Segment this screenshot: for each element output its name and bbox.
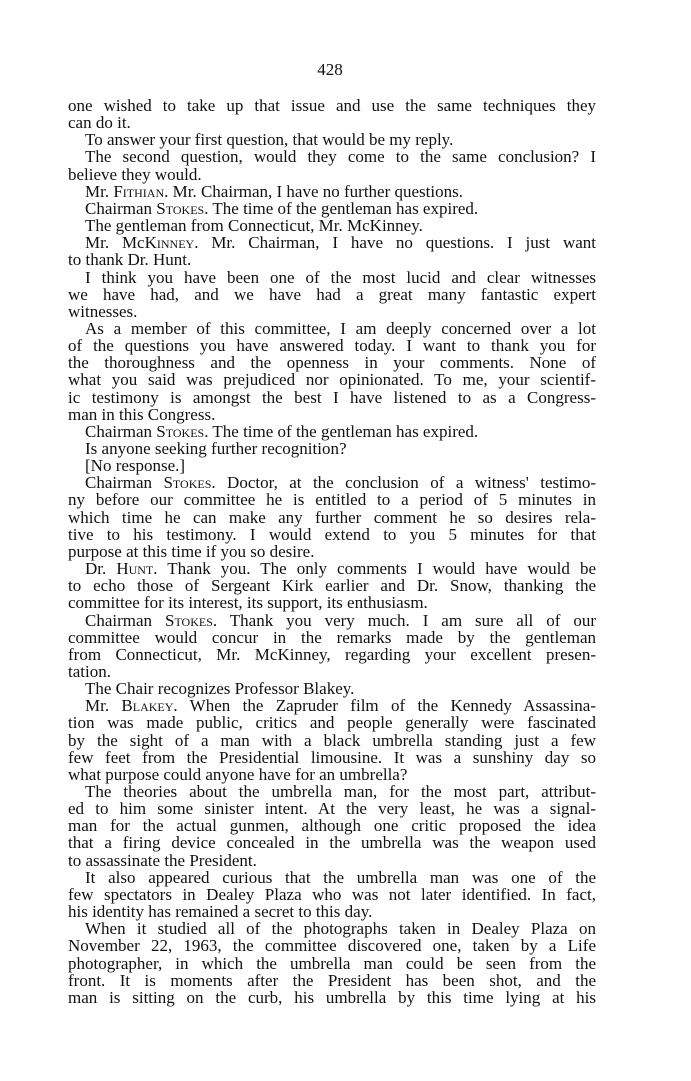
speaker-title: Chairman xyxy=(85,473,164,493)
text-line xyxy=(68,389,596,406)
text-line xyxy=(68,354,596,371)
line-text: committee for its interest, its support, its enthusiasm. xyxy=(68,593,428,613)
speaker-title: Mr. xyxy=(85,181,114,201)
text-line xyxy=(68,148,596,165)
text-line xyxy=(68,869,596,886)
speaker-title: Chairman xyxy=(85,421,157,441)
text-line xyxy=(68,371,596,388)
line-text: . Doctor, at the conclusion of a witness' testimo- xyxy=(211,473,596,493)
text-line xyxy=(68,783,596,800)
text-line xyxy=(68,714,596,731)
line-text: ic testimony is amongst the best I have listened to as a Congress- xyxy=(68,387,596,407)
text-line xyxy=(68,680,596,697)
line-text: can do it. xyxy=(68,113,131,133)
line-text: to assassinate the President. xyxy=(68,850,257,870)
speaker-title: Chairman xyxy=(85,198,157,218)
text-line xyxy=(68,97,596,114)
line-text: what purpose could anyone have for an umbrella? xyxy=(68,764,408,784)
line-text: ny before our committee he is entitled to a period of 5 minutes in xyxy=(68,490,596,510)
line-text: front. It is moments after the President has been shot, and the xyxy=(68,970,596,990)
text-line xyxy=(68,629,596,646)
speaker-title: Dr. xyxy=(85,559,117,579)
speaker-name: Stokes xyxy=(156,421,205,441)
line-text: To answer your first question, that would be my reply. xyxy=(85,130,454,150)
line-text: The second question, would they come to the same conclusion? I xyxy=(85,147,596,167)
line-text: which time he can make any further comment he so desires rela- xyxy=(68,507,596,527)
speaker-name: Stokes xyxy=(163,473,212,493)
text-line xyxy=(68,320,596,337)
speaker-title: Chairman xyxy=(85,610,165,630)
line-text: . Mr. Chairman, I have no questions. I just want xyxy=(194,233,597,253)
text-line xyxy=(68,663,596,680)
line-text: . Mr. Chairman, I have no further questions. xyxy=(164,181,463,201)
line-text: The Chair recognizes Professor Blakey. xyxy=(85,679,355,699)
text-line xyxy=(68,937,596,954)
line-text: to thank Dr. Hunt. xyxy=(68,250,192,270)
speaker-title: Mr. Mc xyxy=(85,233,145,253)
line-text: few feet from the Presidential limousine. It was a sunshiny day so xyxy=(68,747,596,767)
text-line xyxy=(68,817,596,834)
text-line xyxy=(68,646,596,663)
line-text: . Thank you very much. I am sure all of our xyxy=(212,610,596,630)
line-text: photographer, in which the umbrella man could be seen from the xyxy=(68,953,596,973)
text-line xyxy=(68,852,596,869)
line-text: It also appeared curious that the umbrella man was one of the xyxy=(85,867,596,887)
line-text: ed to him some sinister intent. At the very least, he was a signal- xyxy=(68,799,596,819)
text-line xyxy=(68,903,596,920)
line-text: few spectators in Dealey Plaza who was not later identified. In fact, xyxy=(68,884,596,904)
text-line xyxy=(68,286,596,303)
text-line xyxy=(68,457,596,474)
text-line xyxy=(68,251,596,268)
text-line xyxy=(68,749,596,766)
text-line xyxy=(68,269,596,286)
text-line xyxy=(68,526,596,543)
text-line xyxy=(68,491,596,508)
line-text: from Connecticut, Mr. McKinney, regarding your excellent presen- xyxy=(68,644,596,664)
text-line xyxy=(68,697,596,714)
text-line xyxy=(68,131,596,148)
text-line xyxy=(68,766,596,783)
line-text: of the questions you have answered today. I want to thank you for xyxy=(68,336,596,356)
text-line xyxy=(68,577,596,594)
line-text: November 22, 1963, the committee discovered one, taken by a Life xyxy=(68,936,596,956)
line-text: . Thank you. The only comments I would have would be xyxy=(153,559,596,579)
line-text: one wished to take up that issue and use the same techniques they xyxy=(68,96,596,115)
text-line xyxy=(68,560,596,577)
line-text: . When the Zapruder film of the Kennedy Assassina- xyxy=(173,696,596,716)
text-line xyxy=(68,423,596,440)
speaker-name: Stokes xyxy=(164,610,213,630)
text-line xyxy=(68,989,596,1006)
speaker-name: Stokes xyxy=(156,198,205,218)
line-text: witnesses. xyxy=(68,301,138,321)
line-text: what you said was prejudiced nor opinionated. To me, your scientif- xyxy=(68,370,596,390)
line-text: committee would concur in the remarks made by the gentleman xyxy=(68,627,596,647)
text-line xyxy=(68,183,596,200)
line-text: . The time of the gentleman has expired. xyxy=(204,198,479,218)
speaker-name: Kinney xyxy=(144,233,195,253)
line-text: that a firing device concealed in the umbrella was the weapon used xyxy=(68,833,596,853)
line-text: When it studied all of the photographs taken in Dealey Plaza on xyxy=(85,919,596,939)
line-text: The gentleman from Connecticut, Mr. McKinney. xyxy=(85,216,423,236)
line-text: his identity has remained a secret to this day. xyxy=(68,902,373,922)
text-line xyxy=(68,234,596,251)
text-line xyxy=(68,955,596,972)
text-line xyxy=(68,337,596,354)
line-text: . The time of the gentleman has expired. xyxy=(204,421,479,441)
line-text: As a member of this committee, I am deeply concerned over a lot xyxy=(85,318,596,338)
line-text: I think you have been one of the most lucid and clear witnesses xyxy=(85,267,596,287)
text-line xyxy=(68,217,596,234)
text-line xyxy=(68,509,596,526)
text-line xyxy=(68,543,596,560)
text-line xyxy=(68,406,596,423)
line-text: Is anyone seeking further recognition? xyxy=(85,439,347,458)
line-text: man is sitting on the curb, his umbrella by this time lying at his xyxy=(68,987,596,1007)
text-line xyxy=(68,594,596,611)
text-line xyxy=(68,732,596,749)
line-text: man in this Congress. xyxy=(68,404,216,424)
speaker-name: Blakey xyxy=(121,696,174,716)
line-text: purpose at this time if you so desire. xyxy=(68,541,315,561)
line-text: to echo those of Sergeant Kirk earlier and Dr. Snow, thanking the xyxy=(68,576,596,596)
line-text: the thoroughness and the openness in your comments. None of xyxy=(68,353,596,373)
page-number: 428 xyxy=(317,60,343,79)
text-line xyxy=(68,440,596,457)
line-text: by the sight of a man with a black umbrella standing just a few xyxy=(68,730,596,750)
speaker-name: Hunt xyxy=(116,559,154,579)
text-line xyxy=(68,972,596,989)
line-text: The theories about the umbrella man, for the most part, attribut- xyxy=(85,782,596,801)
text-line xyxy=(68,474,596,491)
line-text: believe they would. xyxy=(68,164,202,184)
text-line xyxy=(68,886,596,903)
line-text: we have had, and we have had a great many fantastic expert xyxy=(68,284,596,304)
text-line xyxy=(68,800,596,817)
text-line xyxy=(68,303,596,320)
text-line xyxy=(68,114,596,131)
line-text: tation. xyxy=(68,661,111,681)
text-line xyxy=(68,920,596,937)
line-text: [No response.] xyxy=(85,456,186,476)
text-line xyxy=(68,166,596,183)
speaker-name: Fithian xyxy=(113,181,165,201)
speaker-title: Mr. xyxy=(85,696,122,716)
text-line xyxy=(68,834,596,851)
text-line xyxy=(68,200,596,217)
line-text: tive to his testimony. I would extend to you 5 minutes for that xyxy=(68,524,596,544)
line-text: tion was made public, critics and people generally were fascinated xyxy=(68,713,596,733)
line-text: man for the actual gunmen, although one critic proposed the idea xyxy=(68,816,596,836)
text-line xyxy=(68,612,596,629)
